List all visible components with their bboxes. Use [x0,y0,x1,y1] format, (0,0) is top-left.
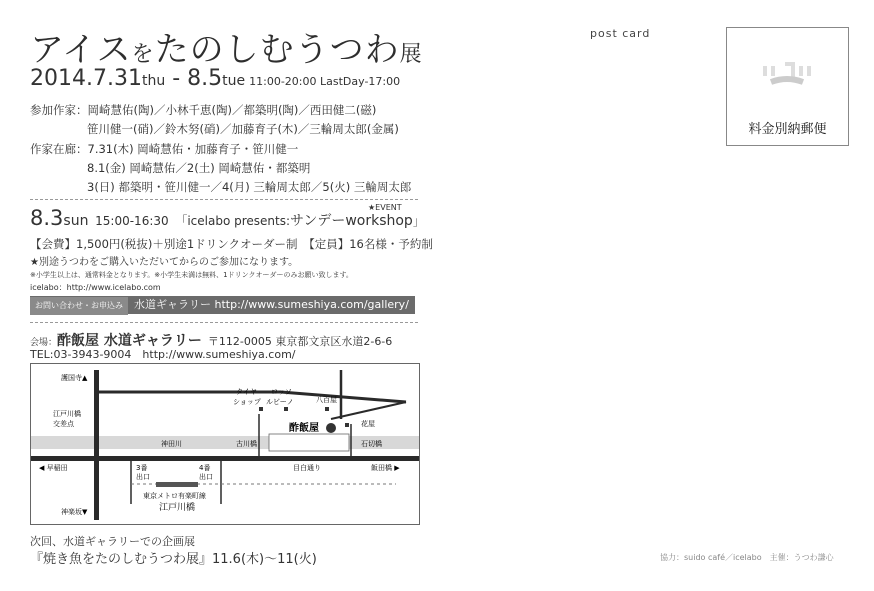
label-exit3: 3番 [136,464,148,472]
stamp-box [726,27,849,146]
label-waseda: ◀ 早稲田 [39,464,68,472]
contact-link[interactable]: 水道ギャラリー http://www.sumeshiya.com/gallery/ [134,298,409,311]
divider [30,199,418,200]
label-exit4-2: 出口 [199,473,213,481]
artists-line-2: 笹川健一(硝)／鈴木努(硝)／加藤育子(木)／三輪周太郎(金属) [87,122,399,136]
in-gallery-line-1: 作家在廊：7.31(木) 岡崎慧佑・加藤育子・笹川健一 [30,142,299,156]
exhibition-dates: 2014.7.31thu - 8.5tue 11:00-20:00 LastDay-17:00 [30,66,401,91]
map-svg [31,364,419,524]
in-gallery-line-2: 8.1(金) 岡崎慧佑／2(土) 岡崎慧佑・都築明 [87,161,311,175]
label-metro: 東京メトロ有楽町線 [143,492,206,500]
label-edogawabashi-station: 江戸川橋 [159,503,196,513]
upper-road-right [281,392,406,402]
bridge-area [269,434,349,451]
artists-line-1: 参加作家：岡崎慧佑(陶)／小林千恵(陶)／都築明(陶)／西田健二(磁) [30,103,377,117]
sumeshiya-icon [326,423,336,433]
label-lotto: ロッソ [271,388,292,396]
label-furukawa: 古川橋 [236,440,257,448]
shop-marker [325,407,329,411]
credit: 協力：suido café／icelabo 主催：うつわ謙心 [660,553,834,562]
next-exhibition-title: 『焼き魚をたのしむうつわ展』11.6(木)〜11(火) [30,552,317,567]
event-fee: 【会費】1,500円(税抜)＋別途1ドリンクオーダー制 【定員】16名様・予約制 [30,237,433,251]
event-heading: 8.3sun 15:00-16:30 「icelabo presents:サンデーworkshop」 [30,206,425,230]
label-ishikiri: 石切橋 [361,440,382,448]
divider [30,322,418,323]
label-iidabashi: 飯田橋 ▶ [371,464,400,472]
mejiro-road [31,456,419,461]
vertical-road [94,370,99,520]
shop-marker [284,407,288,411]
shop-marker [345,423,349,427]
event-tag: ★EVENT [368,203,402,212]
label-tire-shop: タイヤ [236,388,257,396]
event-note-2: ※小学生以上は、通常料金となります。※小学生未満は無料、1ドリンクオーダーのみお願い致します。 [30,271,353,279]
stamp-text: 料金別納郵便 [748,122,827,137]
in-gallery-line-3: 3(日) 都築明・笹川健一／4(月) 三輪周太郎／5(火) 三輪周太郎 [87,180,412,194]
label-tire-shop-2: ショップ [233,398,261,406]
label-exit3-2: 出口 [136,473,150,481]
event-note-1: ★別途うつわをご購入いただいてからのご参加になります。 [30,257,299,268]
station-platform [156,482,198,487]
label-edogawabashi-cross: 江戸川橋 [53,410,81,418]
label-kanda: 神田川 [161,440,182,448]
label-mejiro: 目白通り [293,464,321,472]
label-exit4: 4番 [199,464,211,472]
postal-mark-icon [727,28,848,108]
label-kaoku: 花屋 [361,420,375,428]
label-sumeshiya: 酢飯屋 [289,423,319,434]
label-edogawabashi-cross-2: 交差点 [53,420,74,428]
exhibition-title: アイスをたのしむうつわ展 [30,30,423,70]
next-exhibition-label: 次回、水道ギャラリーでの企画展 [30,535,195,548]
label-gokokuji: 護国寺▲ [61,374,88,382]
postcard-label: post card [590,27,651,40]
contact-label: お問い合わせ・お申込み [30,297,128,315]
venue-tel: TEL:03-3943-9004 http://www.sumeshiya.com/ [30,348,296,361]
venue: 会場：酢飯屋 水道ギャラリー 〒112-0005 東京都文京区水道2-6-6 [30,333,393,349]
label-kagurazaka: 神楽坂▼ [61,508,88,516]
contact-bar [30,296,415,314]
label-yaoya: 八百屋 [316,396,337,404]
access-map [30,363,420,525]
label-lotto-2: ルビーノ [266,398,294,406]
icelabo-url: icelabo：http://www.icelabo.com [30,283,161,292]
shop-marker [259,407,263,411]
